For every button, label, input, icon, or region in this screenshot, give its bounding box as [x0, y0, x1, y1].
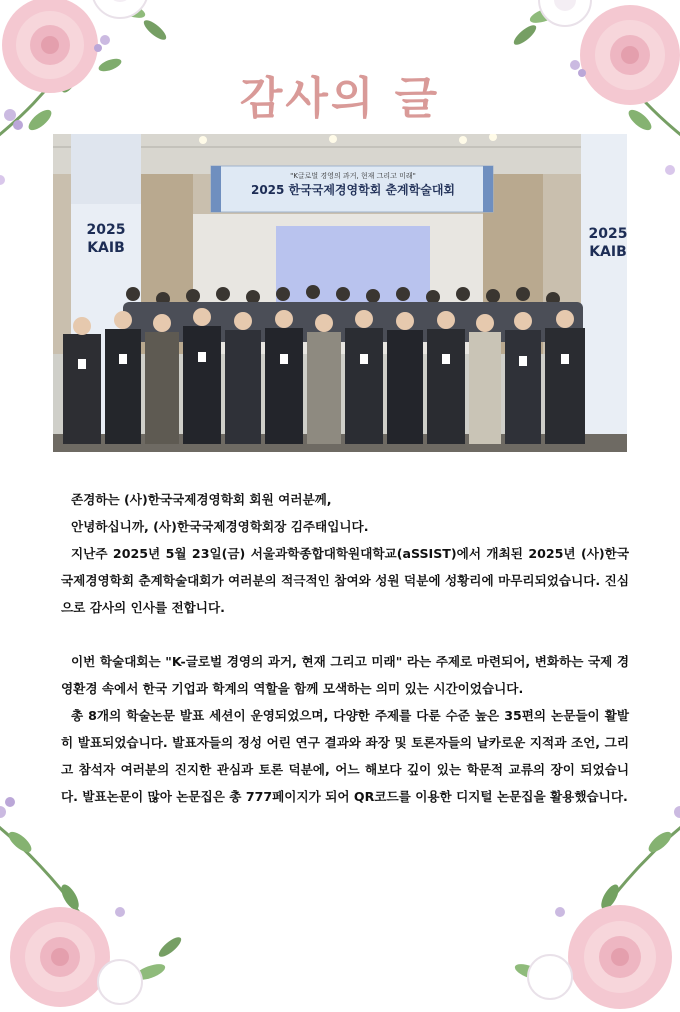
- paragraph-theme: 이번 학술대회는 "K-글로벌 경영의 과거, 현재 그리고 미래" 라는 주제로 마련되어, 변화하는 국제 경영환경 속에서 한국 기업과 학계의 역할을 함께 모색하는 의미 있는 시간이었습니다.: [61, 654, 629, 696]
- banner-title: 2025 한국국제경영학회 춘계학술대회: [250, 183, 456, 197]
- left-banner-year: 2025: [86, 222, 126, 238]
- letter-body: [61, 486, 629, 810]
- paragraph-event-summary: 지난주 2025년 5월 23일(금) 서울과학종합대학원대학교(aSSIST)에서 개최된 2025년 (사)한국국제경영학회 춘계학술대회가 여러분의 적극적인 참여와 성원 덕분에 성황리에 마무리되었습니다. 진심으로 감사의 인사를 전합니다.: [61, 546, 629, 615]
- conference-group-photo: [53, 134, 627, 452]
- greeting-line: 존경하는 (사)한국국제경영학회 회원 여러분께,: [71, 492, 332, 507]
- introduction-line: 안녕하십니까, (사)한국국제경영학회장 김주태입니다.: [71, 519, 369, 534]
- page-title: 감사의 글: [239, 73, 441, 124]
- right-banner-year: 2025: [588, 226, 627, 242]
- banner-subtitle: "K글로벌 경영의 과거, 현재 그리고 미래": [290, 172, 416, 180]
- paragraph-spacer: [61, 621, 629, 648]
- left-banner-org: KAIB: [87, 240, 125, 256]
- right-banner-org: KAIB: [589, 244, 627, 260]
- paragraph-sessions: 총 8개의 학술논문 발표 세션이 운영되었으며, 다양한 주제를 다룬 수준 높은 35편의 논문들이 활발히 발표되었습니다. 발표자들의 정성 어린 연구 결과와 좌장 및 토론자들의 날카로운 지적과 조언, 그리고 참석자 여러분의 진지한 관심과 토론 덕분에, 어느 해보다 깊이 있는 학문적 교류의 장이 되었습니다. 발표논문이 많아 논문집은 총 777페이지가 되어 QR코드를 이용한 디지털 논문집을 활용했습니다.: [61, 708, 629, 804]
